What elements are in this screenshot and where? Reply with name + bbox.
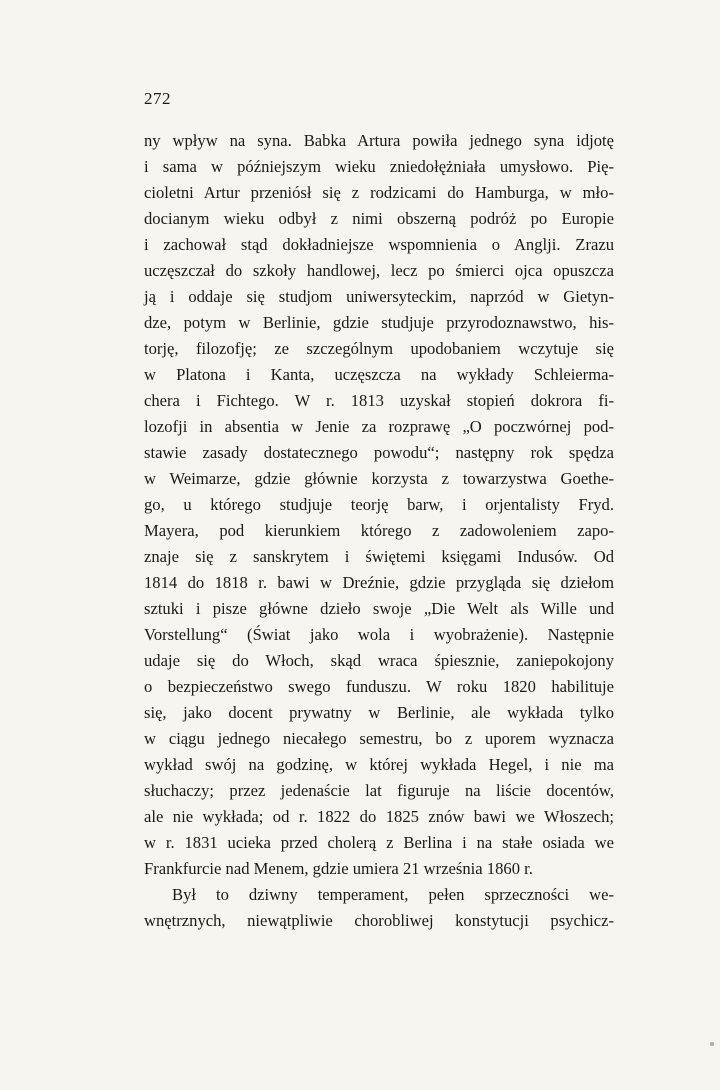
text-line: stawie zasady dostatecznego powodu“; następny rok spędza <box>144 443 614 462</box>
text-line: Mayera, pod kierunkiem którego z zadowoleniem zapo- <box>144 521 614 540</box>
paragraph <box>144 128 614 882</box>
text-line: torję, filozofję; ze szczególnym upodobaniem wczytuje się <box>144 339 614 358</box>
text-line: wnętrznych, niewątpliwie chorobliwej konstytucji psychicz- <box>144 911 614 930</box>
text-line: ny wpływ na syna. Babka Artura powiła jednego syna idjotę <box>144 131 614 150</box>
text-line: cioletni Artur przeniósł się z rodzicami do Hamburga, w mło- <box>144 183 614 202</box>
page-number: 272 <box>144 89 171 108</box>
text-line: o bezpieczeństwo swego funduszu. W roku 1820 habilituje <box>144 677 614 696</box>
text-line: dze, potym w Berlinie, gdzie studjuje przyrodoznawstwo, his- <box>144 313 614 332</box>
text-line: Frankfurcie nad Menem, gdzie umiera 21 września 1860 r. <box>144 859 533 878</box>
text-line: sztuki i pisze główne dzieło swoje „Die Welt als Wille und <box>144 599 614 618</box>
text-line: chera i Fichtego. W r. 1813 uzyskał stopień dokrora fi- <box>144 391 614 410</box>
text-line: 1814 do 1818 r. bawi w Dreźnie, gdzie przygląda się dziełom <box>144 573 614 592</box>
text-line: uczęszczał do szkoły handlowej, lecz po śmierci ojca opuszcza <box>144 261 614 280</box>
text-line: i zachował stąd dokładniejsze wspomnienia o Anglji. Zrazu <box>144 235 614 254</box>
text-line: znaje się z sanskrytem i świętemi księgami Indusów. Od <box>144 547 614 566</box>
text-line: udaje się do Włoch, skąd wraca śpiesznie, zaniepokojony <box>144 651 614 670</box>
text-line: w r. 1831 ucieka przed cholerą z Berlina i na stałe osiada we <box>144 833 614 852</box>
text-line: ale nie wykłada; od r. 1822 do 1825 znów bawi we Włoszech; <box>144 807 614 826</box>
scan-artifact <box>710 1042 714 1046</box>
text-line: ją i oddaje się studjom uniwersyteckim, naprzód w Gietyn- <box>144 287 614 306</box>
text-line: lozofji in absentia w Jenie za rozprawę „O poczwórnej pod- <box>144 417 614 436</box>
text-line: i sama w późniejszym wieku zniedołężniała umysłowo. Pię- <box>144 157 614 176</box>
text-line: w ciągu jednego niecałego semestru, bo z uporem wyznacza <box>144 729 614 748</box>
text-line: w Platona i Kanta, uczęszcza na wykłady Schleierma- <box>144 365 614 384</box>
body-text <box>144 128 614 934</box>
text-line: słuchaczy; przez jedenaście lat figuruje na liście docentów, <box>144 781 614 800</box>
text-line: w Weimarze, gdzie głównie korzysta z towarzystwa Goethe- <box>144 469 614 488</box>
paragraph <box>144 882 614 934</box>
text-line: go, u którego studjuje teorję barw, i orjentalisty Fryd. <box>144 495 614 514</box>
text-line: Był to dziwny temperament, pełen sprzeczności we- <box>172 885 614 904</box>
text-line: docianym wieku odbył z nimi obszerną podróż po Europie <box>144 209 614 228</box>
text-line: się, jako docent prywatny w Berlinie, ale wykłada tylko <box>144 703 614 722</box>
text-line: Vorstellung“ (Świat jako wola i wyobrażenie). Następnie <box>144 625 614 644</box>
text-line: wykład swój na godzinę, w której wykłada Hegel, i nie ma <box>144 755 614 774</box>
